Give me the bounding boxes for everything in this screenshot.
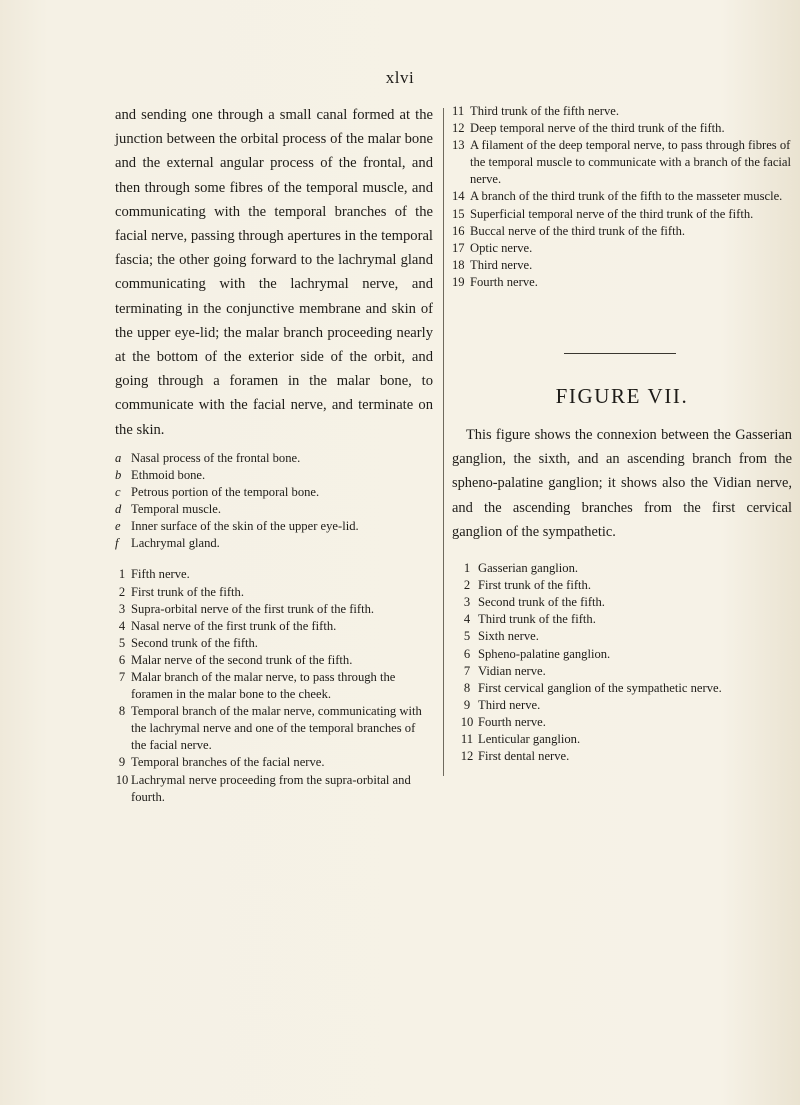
legend-text: Temporal branches of the facial nerve.	[131, 755, 325, 770]
legend-item	[452, 274, 792, 291]
legend-text: Superficial temporal nerve of the third trunk of the fifth.	[470, 206, 754, 221]
figure-legend	[452, 560, 792, 765]
legend-item	[115, 772, 433, 806]
legend-item	[452, 223, 792, 240]
legend-text: Second trunk of the fifth.	[131, 635, 258, 650]
legend-text: First trunk of the fifth.	[131, 584, 244, 599]
legend-item	[115, 601, 433, 618]
legend-mark: 5	[118, 635, 126, 650]
legend-text: Ethmoid bone.	[131, 467, 206, 482]
legend-text: Temporal muscle.	[131, 502, 222, 517]
legend-text: Malar nerve of the second trunk of the fifth.	[131, 652, 353, 667]
legend-mark: b	[115, 467, 122, 482]
legend-text: Buccal nerve of the third trunk of the fifth.	[470, 223, 686, 238]
legend-text: Inner surface of the skin of the upper eye-lid.	[131, 519, 359, 534]
legend-mark: 15	[452, 206, 465, 221]
legend-mark: a	[115, 450, 122, 465]
legend-text: Third trunk of the fifth.	[478, 612, 596, 627]
legend-text: Malar branch of the malar nerve, to pass through the foramen in the malar bone to the cheek.	[131, 669, 396, 702]
legend-mark: 11	[452, 104, 465, 118]
legend-mark: 3	[463, 595, 471, 610]
legend-mark: 14	[452, 189, 465, 204]
legend-text: Optic nerve.	[470, 240, 533, 255]
left-column	[115, 103, 433, 806]
legend-mark: 10	[115, 772, 129, 787]
legend-text: Gasserian ganglion.	[478, 561, 579, 576]
legend-item	[115, 450, 433, 467]
legend-mark: 16	[452, 223, 465, 238]
legend-item	[115, 652, 433, 669]
legend-text: Fifth nerve.	[131, 567, 190, 582]
legend-item	[452, 120, 792, 137]
legend-mark: 4	[463, 612, 471, 627]
number-legend-continued	[452, 103, 792, 291]
legend-text: A branch of the third trunk of the fifth to the masseter muscle.	[470, 189, 783, 204]
legend-item	[460, 680, 792, 697]
legend-item	[460, 663, 792, 680]
legend-item	[460, 577, 792, 594]
legend-mark: 8	[118, 704, 126, 719]
legend-mark: f	[115, 536, 119, 551]
legend-item	[115, 618, 433, 635]
legend-item	[460, 560, 792, 577]
legend-item	[115, 467, 433, 484]
legend-text: Lachrymal gland.	[131, 536, 220, 551]
page-number: xlvi	[385, 68, 415, 87]
legend-item	[115, 703, 433, 754]
legend-text: Nasal process of the frontal bone.	[131, 450, 301, 465]
legend-text: Deep temporal nerve of the third trunk of the fifth.	[470, 121, 725, 136]
legend-text: Temporal branch of the malar nerve, communicating with the lachrymal nerve and one of the temporal branches of the facial nerve.	[131, 704, 422, 753]
legend-item	[460, 748, 792, 765]
legend-mark: 18	[452, 257, 465, 272]
legend-text: Supra-orbital nerve of the first trunk of the fifth.	[131, 601, 375, 616]
legend-item	[460, 628, 792, 645]
legend-mark: 8	[463, 680, 471, 695]
legend-text: Lenticular ganglion.	[478, 731, 581, 746]
legend-mark: 12	[452, 121, 465, 136]
legend-mark: 4	[118, 618, 126, 633]
legend-text: Third nerve.	[478, 697, 541, 712]
legend-text: Fourth nerve.	[470, 274, 538, 289]
legend-item	[452, 257, 792, 274]
legend-item	[115, 518, 433, 535]
legend-mark: c	[115, 485, 121, 500]
legend-text: Petrous portion of the temporal bone.	[131, 485, 320, 500]
legend-item	[460, 714, 792, 731]
legend-item	[115, 635, 433, 652]
number-legend	[115, 566, 433, 805]
legend-mark: 5	[463, 629, 471, 644]
legend-item	[452, 137, 792, 188]
legend-item	[115, 501, 433, 518]
legend-item	[115, 754, 433, 771]
legend-mark: 19	[452, 274, 465, 289]
legend-mark: 10	[460, 714, 474, 729]
legend-item	[115, 535, 433, 552]
legend-text: Third nerve.	[470, 257, 533, 272]
legend-mark: 2	[118, 584, 126, 599]
legend-item	[452, 240, 792, 257]
legend-mark: 12	[460, 749, 474, 764]
legend-text: Sixth nerve.	[478, 629, 539, 644]
figure-title: FIGURE VII.	[555, 384, 689, 409]
legend-text: Vidian nerve.	[478, 663, 546, 678]
legend-mark: 17	[452, 240, 465, 255]
legend-item	[115, 484, 433, 501]
legend-mark: 13	[452, 138, 465, 153]
legend-mark: 3	[118, 601, 126, 616]
legend-text: First trunk of the fifth.	[478, 578, 591, 593]
legend-text: Nasal nerve of the first trunk of the fifth.	[131, 618, 337, 633]
legend-mark: d	[115, 502, 122, 517]
legend-mark: 7	[118, 669, 126, 684]
legend-item	[460, 611, 792, 628]
legend-mark: 1	[463, 561, 471, 576]
legend-item	[115, 566, 433, 583]
legend-item	[460, 697, 792, 714]
legend-item	[460, 731, 792, 748]
legend-mark: e	[115, 519, 121, 534]
legend-mark: 9	[118, 755, 126, 770]
legend-mark: 9	[463, 697, 471, 712]
legend-text: Fourth nerve.	[478, 714, 546, 729]
figure-description: This figure shows the connexion between the Gasserian ganglion, the sixth, and an ascending branch from the spheno-palatine ganglion; it shows also the Vidian nerve, and the ascending branches from the first cervical ganglion of the sympathetic.	[452, 427, 792, 540]
legend-text: Second trunk of the fifth.	[478, 595, 605, 610]
legend-text: Third trunk of the fifth nerve.	[470, 104, 619, 118]
legend-text: First dental nerve.	[478, 749, 570, 764]
legend-mark: 7	[463, 663, 471, 678]
legend-item	[452, 103, 792, 120]
legend-item	[460, 646, 792, 663]
body-paragraph: and sending one through a small canal formed at the junction between the orbital process of the malar bone and the external angular process of the frontal, and then through some fibres of the temporal muscle, and communicating with the temporal branches of the facial nerve, passing through apertures in the temporal fascia; the other going forward to the lachrymal gland communicating with the lachrymal nerve, and terminating in the conjunctive membrane and skin of the upper eye-lid; the malar branch proceeding nearly at the bottom of the exterior side of the orbit, and going through a foramen in the malar bone, to communicate with the facial nerve, and terminate on the skin.	[115, 107, 433, 438]
legend-mark: 6	[463, 646, 471, 661]
section-rule	[564, 353, 676, 354]
legend-text: Lachrymal nerve proceeding from the supra-orbital and fourth.	[131, 772, 411, 804]
column-divider	[443, 108, 444, 776]
legend-mark: 1	[118, 567, 126, 582]
legend-mark: 6	[118, 652, 126, 667]
legend-item	[452, 188, 792, 205]
legend-text: Spheno-palatine ganglion.	[478, 646, 611, 661]
legend-item	[460, 594, 792, 611]
letter-legend	[115, 450, 433, 553]
right-column	[452, 103, 792, 765]
legend-item	[115, 669, 433, 703]
legend-item	[452, 206, 792, 223]
legend-mark: 11	[460, 731, 474, 746]
legend-text: A filament of the deep temporal nerve, to pass through fibres of the temporal muscle to communicate with a branch of the facial nerve.	[470, 138, 792, 187]
legend-item	[115, 584, 433, 601]
legend-mark: 2	[463, 578, 471, 593]
legend-text: First cervical ganglion of the sympathetic nerve.	[478, 680, 722, 695]
